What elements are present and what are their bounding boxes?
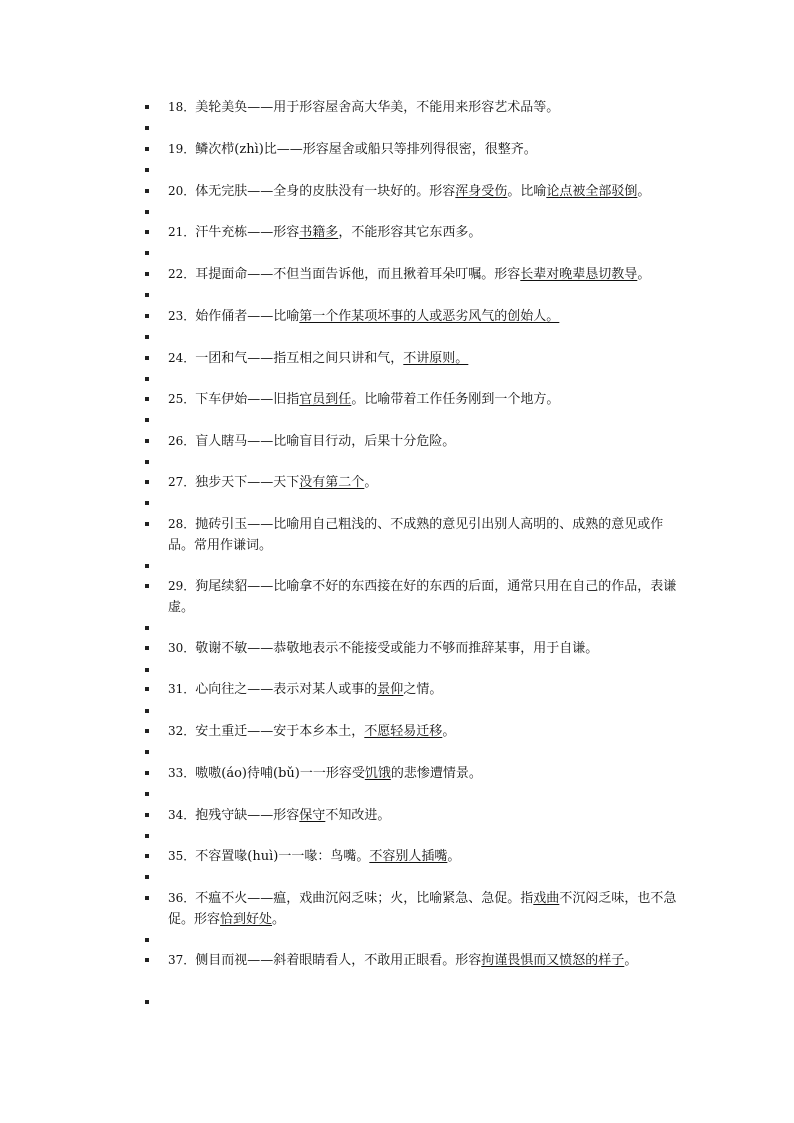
entry-number: 31． [168, 682, 196, 696]
entry-text: 抱残守缺——形容 [195, 808, 300, 823]
entry-text: 的悲惨遭情景。 [390, 766, 482, 781]
entry-number: 20． [168, 184, 196, 198]
empty-list-bullet [145, 938, 149, 942]
idiom-entry [168, 181, 680, 202]
empty-list-bullet [145, 418, 149, 422]
empty-list-bullet [145, 251, 149, 255]
list-bullet [145, 854, 149, 858]
empty-list-bullet [145, 834, 149, 838]
entry-text: 。 [272, 912, 286, 927]
entry-text: 。 [447, 849, 461, 864]
empty-list-bullet [145, 168, 149, 172]
entry-text: 耳提面命——不但当面告诉他，而且揪着耳朵叮嘱。形容 [195, 267, 521, 282]
idiom-entry [168, 306, 680, 327]
empty-list-bullet [145, 564, 149, 568]
entry-text: 。比喻 [507, 184, 547, 199]
list-bullet [145, 230, 149, 234]
entry-number: 28． [168, 517, 196, 531]
entry-text: 下车伊始——旧指 [195, 392, 300, 407]
empty-list-bullet [145, 377, 149, 381]
entry-text: 不沉闷乏味，也不急促。形容 [168, 891, 677, 927]
empty-list-bullet [145, 792, 149, 796]
underlined-text: 恰到好处 [220, 912, 273, 927]
entry-number: 25． [168, 392, 196, 406]
idiom-entry [168, 638, 680, 659]
entry-text: 心向往之——表示对某人或事的 [195, 682, 378, 697]
entry-text: 敬谢不敏——恭敬地表示不能接受或能力不够而推辞某事，用于自谦。 [195, 641, 599, 656]
list-bullet [145, 646, 149, 650]
list-bullet [145, 189, 149, 193]
idiom-entry [168, 805, 680, 826]
underlined-text: 拘谨畏惧而又愤怒的样子 [481, 953, 625, 968]
entry-number: 33． [168, 766, 196, 780]
entry-number: 36． [168, 891, 196, 905]
list-bullet [145, 105, 149, 109]
underlined-text: 浑身受伤 [455, 184, 508, 199]
entry-number: 35． [168, 849, 196, 863]
underlined-text: 书籍多 [299, 225, 339, 240]
entry-text: 之情。 [403, 682, 443, 697]
entry-number: 22． [168, 267, 196, 281]
underlined-text: 戏曲 [533, 891, 560, 906]
entry-text: 安土重迁——安于本乡本土， [195, 724, 365, 739]
empty-list-bullet [145, 1000, 149, 1004]
entry-number: 30． [168, 641, 196, 655]
entry-number: 23． [168, 309, 196, 323]
underlined-text: 景仰 [377, 682, 404, 697]
underlined-text: 长辈对晚辈恳切教导 [520, 267, 638, 282]
entry-text: 汗牛充栋——形容 [195, 225, 300, 240]
list-bullet [145, 480, 149, 484]
entry-text: ，不能形容其它东西多。 [338, 225, 482, 240]
empty-list-bullet [145, 750, 149, 754]
entry-text: 狗尾续貂——比喻拿不好的东西接在好的东西的后面，通常只用在自己的作品，表谦虚。 [168, 579, 677, 615]
idiom-entry [168, 721, 680, 742]
entry-text: 。 [442, 724, 456, 739]
idiom-entry [168, 763, 680, 784]
empty-list-bullet [145, 875, 149, 879]
list-bullet [145, 958, 149, 962]
idiom-entry [168, 679, 680, 700]
entry-text: 不知改进。 [325, 808, 391, 823]
entry-text: 。 [364, 475, 378, 490]
entry-text: 始作俑者——比喻 [195, 309, 300, 324]
entry-text: 。 [624, 953, 638, 968]
underlined-text: 官员到任 [299, 392, 352, 407]
underlined-text: 第一个作某项坏事的人或恶劣风气的创始人。 [299, 309, 560, 324]
idiom-entry [168, 514, 680, 556]
idiom-entry [168, 431, 680, 452]
empty-list-bullet [145, 668, 149, 672]
underlined-text: 饥饿 [364, 766, 391, 781]
empty-list-bullet [145, 501, 149, 505]
idiom-entry [168, 576, 680, 618]
entry-text: 不容置喙(huì)一一喙：鸟嘴。 [195, 849, 370, 864]
entry-text: 。 [637, 267, 651, 282]
empty-list-bullet [145, 126, 149, 130]
entry-text: 。 [637, 184, 651, 199]
idiom-entry [168, 846, 680, 867]
empty-list-bullet [145, 335, 149, 339]
entry-number: 18． [168, 100, 196, 114]
list-bullet [145, 687, 149, 691]
entry-number: 26． [168, 434, 196, 448]
idiom-entry [168, 472, 680, 493]
idiom-entry [168, 97, 680, 118]
list-bullet [145, 729, 149, 733]
entry-text: 美轮美奂——用于形容屋舍高大华美，不能用来形容艺术品等。 [195, 100, 560, 115]
entry-text: 抛砖引玉——比喻用自己粗浅的、不成熟的意见引出别人高明的、成熟的意见或作品。常用作谦词。 [168, 517, 664, 553]
entry-number: 19． [168, 142, 196, 156]
list-bullet [145, 522, 149, 526]
list-bullet [145, 771, 149, 775]
empty-list-bullet [145, 460, 149, 464]
idiom-entry [168, 888, 680, 930]
entry-number: 29． [168, 579, 196, 593]
entry-text: 一团和气——指互相之间只讲和气， [195, 351, 404, 366]
idiom-entry [168, 950, 680, 971]
underlined-text: 没有第二个 [299, 475, 365, 490]
entry-text: 独步天下——天下 [195, 475, 300, 490]
empty-list-bullet [145, 293, 149, 297]
underlined-text: 不愿轻易迁移 [364, 724, 443, 739]
idiom-entry [168, 222, 680, 243]
list-bullet [145, 397, 149, 401]
entry-number: 24． [168, 351, 196, 365]
empty-list-bullet [145, 709, 149, 713]
underlined-text: 保守 [299, 808, 326, 823]
entry-number: 27． [168, 475, 196, 489]
underlined-text: 不容别人插嘴 [369, 849, 448, 864]
list-bullet [145, 272, 149, 276]
list-bullet [145, 896, 149, 900]
underlined-text: 不讲原则。 [403, 351, 469, 366]
entry-number: 21． [168, 225, 196, 239]
list-bullet [145, 439, 149, 443]
entry-text: 体无完肤——全身的皮肤没有一块好的。形容 [195, 184, 456, 199]
empty-list-bullet [145, 626, 149, 630]
underlined-text: 论点被全部驳倒 [546, 184, 638, 199]
entry-text: 侧目而视——斜着眼睛看人，不敢用正眼看。形容 [195, 953, 482, 968]
entry-text: 嗷嗷(áo)待哺(bǔ)一一形容受 [195, 766, 365, 781]
list-bullet [145, 356, 149, 360]
list-bullet [145, 314, 149, 318]
list-bullet [145, 584, 149, 588]
idiom-entry [168, 264, 680, 285]
entry-number: 37． [168, 953, 196, 967]
list-bullet [145, 147, 149, 151]
idiom-entry [168, 139, 680, 160]
entry-text: 盲人瞎马——比喻盲目行动，后果十分危险。 [195, 434, 456, 449]
entry-text: 。比喻带着工作任务刚到一个地方。 [351, 392, 560, 407]
empty-list-bullet [145, 210, 149, 214]
idiom-entry [168, 389, 680, 410]
entry-number: 32． [168, 724, 196, 738]
entry-text: 鳞次栉(zhì)比——形容屋舍或船只等排列得很密，很整齐。 [195, 142, 537, 157]
idiom-entry [168, 348, 680, 369]
entry-number: 34． [168, 808, 196, 822]
list-bullet [145, 813, 149, 817]
entry-text: 不瘟不火——瘟，戏曲沉闷乏味；火，比喻紧急、急促。指 [195, 891, 534, 906]
